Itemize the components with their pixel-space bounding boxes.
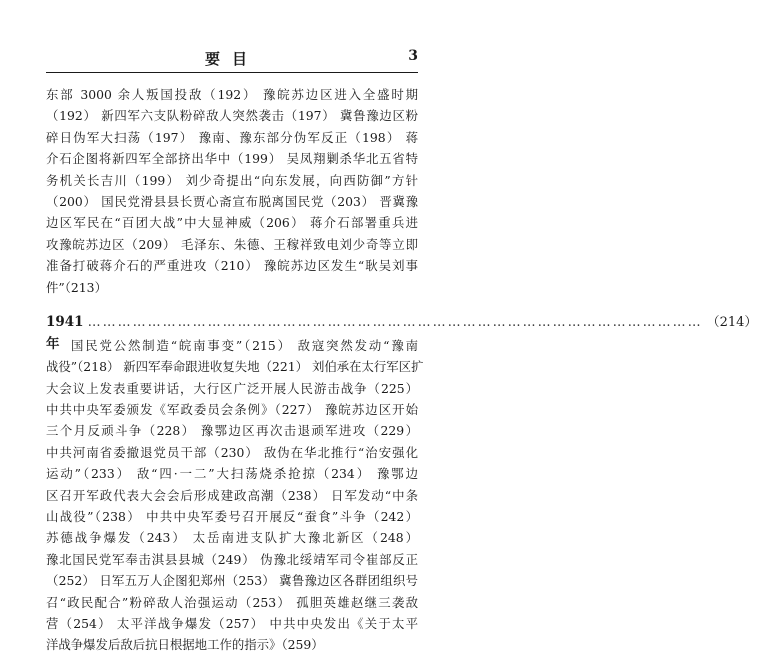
contents-line: 碎日伪军大扫荡（197） 豫南、豫东部分伪军反正（198） 蒋 <box>46 129 418 145</box>
page-title: 要目 <box>204 50 259 68</box>
contents-line: （192） 新四军六支队粉碎敌人突然袭击（197） 冀鲁豫边区粉 <box>46 108 418 124</box>
contents-body <box>46 84 757 656</box>
year-label: 1941 年 <box>46 313 84 352</box>
contents-line: 山战役”（238） 中共中央军委号召开展反“蚕食”斗争（242） <box>46 509 418 525</box>
leader-dots: …………………………………………………………………………………………………………… <box>87 314 703 330</box>
contents-line: 战役”（218） 新四军奉命跟进收复失地（221） 刘伯承在太行军区扩 <box>46 359 424 375</box>
contents-line: 边区军民在“百团大战”中大显神威（206） 蒋介石部署重兵进 <box>46 215 418 231</box>
year-page-number: （214） <box>706 314 757 330</box>
contents-line: 准备打破蒋介石的严重进攻（210） 豫皖苏边区发生“耿吴刘事 <box>46 258 418 274</box>
contents-line: 区召开军政代表大会会后形成建政高潮（238） 日军发动“中条 <box>46 487 418 503</box>
contents-line: 介石企图将新四军全部挤出华中（199） 吴凤翔剿杀华北五省特 <box>46 151 418 167</box>
contents-line: 件”（213） <box>46 279 107 295</box>
page-header <box>46 48 418 70</box>
contents-line: 东部 3000 余人叛国投敌（192） 豫皖苏边区进入全盛时期 <box>46 87 418 102</box>
contents-line: （200） 国民党滑县县长贾心斋宣布脱离国民党（203） 晋冀豫 <box>46 193 418 209</box>
contents-line: 豫北国民党军奉击淇县县城（249） 伪豫北绥靖军司令崔部反正 <box>46 551 418 567</box>
page-number: 3 <box>408 48 418 64</box>
contents-line: 洋战争爆发后敌后抗日根据地工作的指示》（259） <box>46 637 324 653</box>
contents-line: 大会议上发表重要讲话，大行区广泛开展人民游击战争（225） <box>46 380 418 396</box>
contents-line: 中共中央军委颁发《军政委员会条例》（227） 豫皖苏边区开始 <box>46 402 418 418</box>
header-rule <box>46 72 418 73</box>
contents-line: （252） 日军五万人企图犯郑州（253） 冀鲁豫边区各群团组织号 <box>46 573 418 589</box>
contents-line: 务机关长吉川（199） 刘少奇提出“向东发展，向西防御”方针 <box>46 172 418 188</box>
contents-line: 运动”（233） 敌“四·一二”大扫荡烧杀抢掠（234） 豫鄂边 <box>46 466 418 482</box>
contents-line: 攻豫皖苏边区（209） 毛泽东、朱德、王稼祥致电刘少奇等立即 <box>46 236 418 252</box>
contents-line: 苏德战争爆发（243） 太岳南进支队扩大豫北新区（248） <box>46 530 418 546</box>
contents-line: 三个月反顽斗争（228） 豫鄂边区再次击退顽军进攻（229） <box>46 423 418 439</box>
contents-line: 召“政民配合”粉碎敌人治强运动（253） 孤胆英雄赵继三袭敌 <box>46 594 418 610</box>
entries-1941 <box>46 335 424 656</box>
contents-line: 国民党公然制造“皖南事变”（215） 敌寇突然发动“豫南 <box>71 337 418 353</box>
contents-line: 中共河南省委撤退党员干部（230） 敌伪在华北推行“治安强化 <box>46 444 418 460</box>
contents-line: 营（254） 太平洋战争爆发（257） 中共中央发出《关于太平 <box>46 615 418 631</box>
entries-1940-continued <box>46 84 418 298</box>
